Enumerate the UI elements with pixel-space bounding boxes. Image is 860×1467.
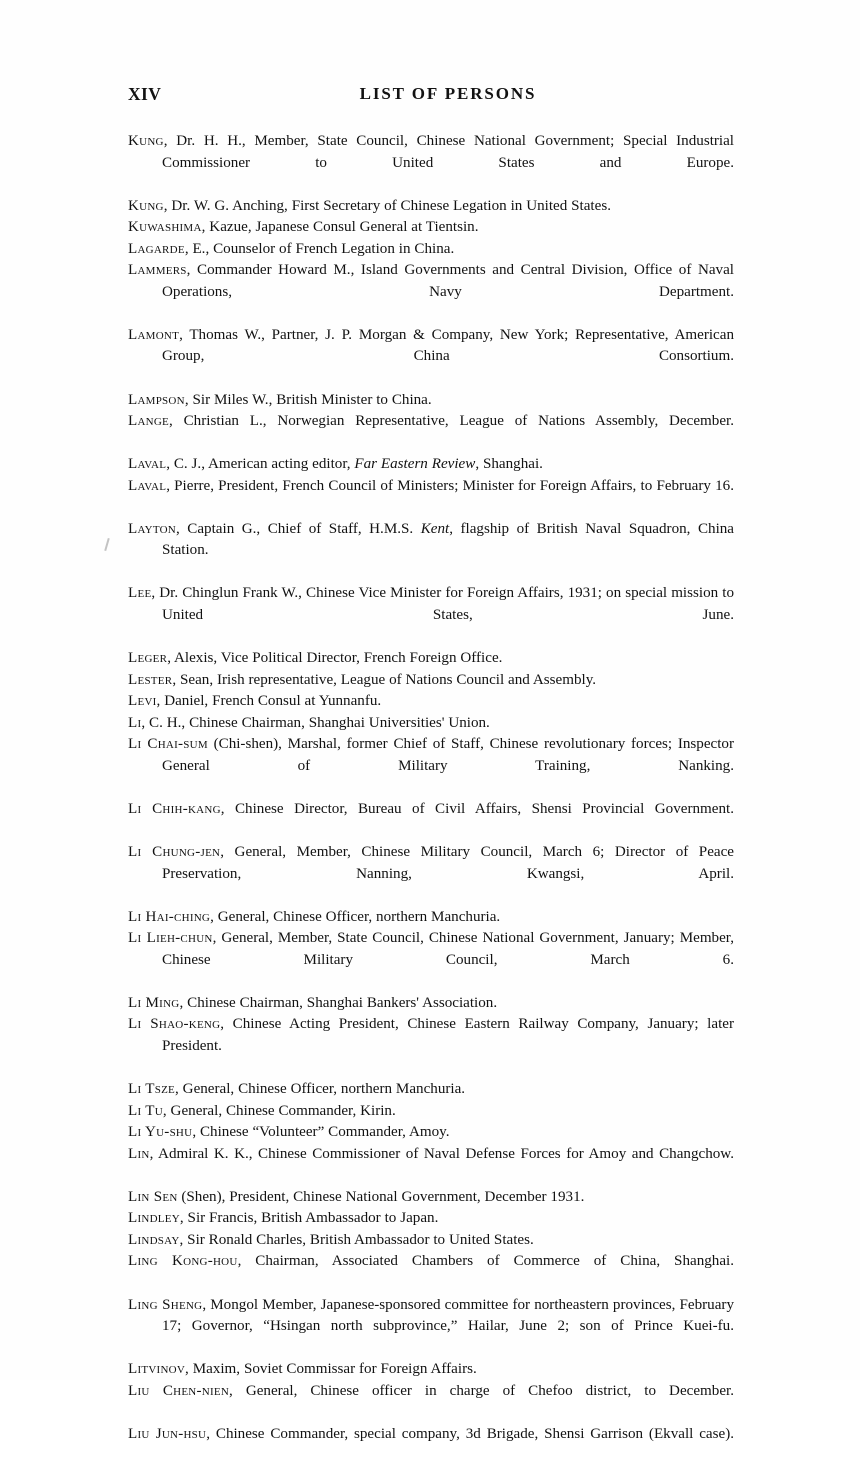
person-entry [128,1208,734,1230]
entry-surname: Lammers [128,262,187,279]
entry-description: , Mongol Member, Japanese-sponsored committee for northeastern provinces, February 17; Governor, “Hsingan north subprovince,” Hailar, June 2; son of Prince Kuei-fu. [162,1296,734,1335]
entry-surname: Kung [128,197,164,214]
person-entry [128,390,734,412]
entry-surname: Liu Jun-hsu [128,1425,207,1442]
person-entry [128,993,734,1015]
entry-description: , Chinese “Volunteer” Commander, Amoy. [192,1124,450,1141]
entry-description: , Pierre, President, French Council of Ministers; Minister for Foreign Affairs, to February 16. [166,477,734,494]
person-entry [128,217,734,239]
entry-description: , Chinese Director, Bureau of Civil Affairs, Shensi Provincial Government. [220,800,734,817]
margin-pencil-mark [104,538,110,551]
person-entry [128,1101,734,1123]
person-entry [128,411,734,454]
person-entry [128,325,734,390]
entry-description: , Christian L., Norwegian Representative, League of Nations Assembly, December. [169,413,734,430]
person-entry [128,1122,734,1144]
entry-surname: Lin Sen [128,1188,178,1205]
entry-description: , Thomas W., Partner, J. P. Morgan & Company, New York; Representative, American Group, China Consortium. [162,326,734,365]
entry-surname: Lee [128,585,152,602]
person-entry [128,1187,734,1209]
person-entry [128,648,734,670]
person-entry [128,1251,734,1294]
entry-surname: Liu Chen-nien [128,1382,230,1399]
running-title: LIST OF PERSONS [359,84,537,103]
person-entry [128,691,734,713]
entry-description: (Chi-shen), Marshal, former Chief of Staff, Chinese revolutionary forces; Inspector General of Military Training, Nanking. [162,736,734,774]
person-entry [128,1424,734,1467]
entry-surname: Li Tu [128,1102,163,1119]
person-entry [128,1144,734,1187]
entry-description: , Sir Francis, British Ambassador to Japan. [179,1210,439,1227]
entry-description: (Shen), President, Chinese National Government, December 1931. [177,1188,585,1205]
entry-description: , Dr. Chinglun Frank W., Chinese Vice Minister for Foreign Affairs, 1931; on special mission to United States, June. [151,585,734,624]
entry-surname: Lin [128,1145,150,1162]
entry-description-before: , C. J., American acting editor, [166,456,355,473]
entry-surname: Li Tsze [128,1081,176,1098]
entry-description: , Daniel, French Consul at Yunnanfu. [156,693,382,710]
entry-surname: Lamont [128,326,180,343]
entry-description: , General, Chinese Commander, Kirin. [162,1102,396,1119]
person-entry [128,713,734,735]
entry-surname: Leger [128,650,168,667]
person-entry [128,928,734,993]
person-entry [128,196,734,218]
person-entry [128,1359,734,1381]
entry-description: , Kazue, Japanese Consul General at Tientsin. [201,219,479,236]
entry-description: , General, Member, State Council, Chinese National Government, January; Member, Chinese Military Council, March 6. [162,930,735,968]
person-entry [128,734,734,799]
person-entry [128,1381,734,1424]
entry-surname: Ling Sheng [128,1296,203,1313]
person-entry [128,799,734,842]
entry-description: , Sir Ronald Charles, British Ambassador to United States. [179,1231,534,1248]
entry-description: , E., Counselor of French Legation in China. [184,240,455,257]
person-entry [128,1079,734,1101]
entry-description: , Sir Miles W., British Minister to China. [184,391,432,408]
person-entry [128,239,734,261]
entry-surname: Kuwashima [128,219,202,236]
person-entry [128,1014,734,1079]
entry-description-after: , flagship of British Naval Squadron, China Station. [162,520,735,559]
person-entry [128,1295,734,1360]
entry-surname: Li Chai-sum [128,736,208,753]
running-head [128,84,732,110]
entry-surname: Li Chih-kang [128,800,221,817]
entry-surname: Ling Kong-hou [128,1253,238,1270]
person-entry [128,519,734,584]
entry-surname: Laval [128,477,167,494]
entry-surname: Li Yu-shu [128,1124,193,1141]
person-entry [128,454,734,476]
entry-description: , Chinese Commander, special company, 3d Brigade, Shensi Garrison (Ekvall case). [206,1425,734,1442]
entry-surname: Lagarde [128,240,185,257]
entry-description: , Commander Howard M., Island Governments and Central Division, Office of Naval Operations, Navy Department. [162,262,734,300]
entry-italic-title: Far Eastern Review [354,456,476,473]
person-entry [128,907,734,929]
person-entry [128,842,734,907]
entry-description: , General, Chinese Officer, northern Manchuria. [210,908,501,925]
person-entry [128,583,734,648]
entry-surname: Li Hai-ching [128,908,211,925]
entry-description: , General, Chinese Officer, northern Manchuria. [175,1081,466,1098]
entry-description: , Maxim, Soviet Commissar for Foreign Affairs. [185,1361,477,1378]
entry-description: , Alexis, Vice Political Director, French Foreign Office. [167,650,503,667]
person-entry [128,131,734,196]
entry-surname: Litvinov [128,1361,186,1378]
person-entry [128,670,734,692]
entry-surname: Lindsay [128,1231,180,1248]
entry-surname: Li [128,714,142,731]
entry-description: , General, Chinese officer in charge of Chefoo district, to December. [229,1382,734,1399]
entry-surname: Li Shao-keng [128,1016,221,1033]
entry-surname: Layton [128,520,177,537]
person-entry-list [128,131,734,1467]
entry-surname: Li Lieh-chun [128,930,213,947]
entry-surname: Levi [128,693,157,710]
entry-description: , Chairman, Associated Chambers of Commerce of China, Shanghai. [237,1253,735,1270]
person-entry [128,260,734,325]
entry-description: , Chinese Chairman, Shanghai Bankers' Association. [179,994,498,1011]
entry-description: , Chinese Acting President, Chinese Eastern Railway Company, January; later President. [162,1016,734,1054]
person-entry [128,476,734,519]
entry-surname: Li Chung-jen [128,844,221,861]
person-entry [128,1230,734,1252]
entry-description: , Sean, Irish representative, League of Nations Council and Assembly. [172,671,597,688]
entry-description: , Admiral K. K., Chinese Commissioner of Naval Defense Forces for Amoy and Changchow. [149,1145,734,1162]
entry-description: , General, Member, Chinese Military Council, March 6; Director of Peace Preservation, Nanning, Kwangsi, April. [162,844,734,882]
entry-surname: Lange [128,413,170,430]
entry-surname: Lindley [128,1210,180,1227]
entry-surname: Li Ming [128,994,180,1011]
entry-description: , Dr. H. H., Member, State Council, Chinese National Government; Special Industrial Commissioner to United States and Europe. [162,133,734,171]
entry-italic-title: Kent [420,520,450,537]
entry-description-before: , Captain G., Chief of Staff, H.M.S. [176,520,421,537]
entry-surname: Laval [128,456,167,473]
entry-description: , Dr. W. G. Anching, First Secretary of Chinese Legation in United States. [163,197,611,214]
entry-description: , C. H., Chinese Chairman, Shanghai Universities' Union. [141,714,490,731]
entry-surname: Lester [128,671,173,688]
page-folio: XIV [128,84,162,104]
entry-description-after: , Shanghai. [475,456,543,473]
entry-surname: Kung [128,133,164,149]
entry-surname: Lampson [128,391,185,408]
